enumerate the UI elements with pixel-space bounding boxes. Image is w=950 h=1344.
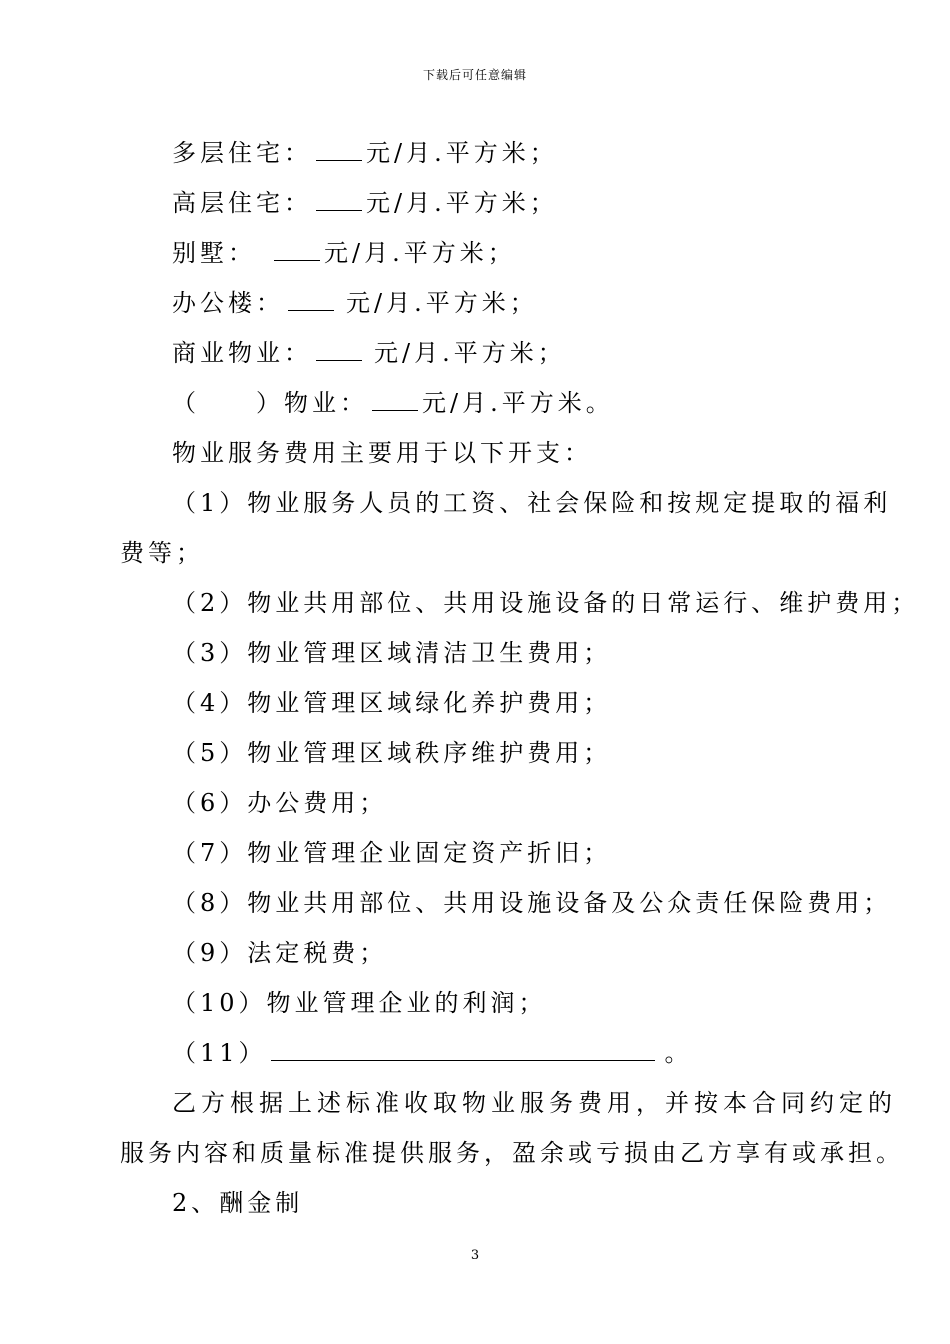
fee-unit: 元/月.平方米； (346, 289, 538, 317)
fee-label: 多层住宅： (172, 139, 312, 167)
fee-label: （ ）物业： (172, 389, 368, 417)
fee-blank (372, 384, 418, 411)
fee-label: 商业物业： (172, 339, 312, 367)
section-heading: 2、酬金制 (172, 1189, 304, 1217)
fee-blank (316, 134, 362, 161)
fee-row-commercial (120, 328, 840, 378)
page-number: 3 (470, 1248, 480, 1263)
expense-item: （1）物业服务人员的工资、社会保险和按规定提取的福利 (172, 489, 892, 517)
expense-item: （3）物业管理区域清洁卫生费用； (172, 639, 612, 667)
expense-item-other (120, 1028, 840, 1078)
paragraph-line: 乙方根据上述标准收取物业服务费用，并按本合同约定的 (172, 1089, 897, 1117)
expense-intro: 物业服务费用主要用于以下开支： (172, 439, 592, 467)
fee-unit: 元/月.平方米； (366, 139, 558, 167)
fee-blank (274, 234, 320, 261)
item-prefix: （11） (172, 1039, 267, 1067)
expense-item: （8）物业共用部位、共用设施设备及公众责任保险费用； (172, 889, 892, 917)
fee-label: 高层住宅： (172, 189, 312, 217)
fee-row-multistory (120, 128, 840, 178)
fee-unit: 元/月.平方米。 (422, 389, 614, 417)
expense-item: （2）物业共用部位、共用设施设备的日常运行、维护费用； (172, 589, 920, 617)
expense-item: （7）物业管理企业固定资产折旧； (172, 839, 612, 867)
expense-item: （5）物业管理区域秩序维护费用； (172, 739, 612, 767)
fee-label: 别墅： (172, 239, 256, 267)
fee-blank (316, 334, 362, 361)
document-body (120, 128, 920, 1228)
fee-blank (288, 284, 334, 311)
fee-blank (316, 184, 362, 211)
expense-item: （4）物业管理区域绿化养护费用； (172, 689, 612, 717)
expense-item: （10）物业管理企业的利润； (172, 989, 547, 1017)
fee-row-other (120, 378, 840, 428)
page-header: 下载后可任意编辑 (422, 68, 527, 82)
fee-row-villa (120, 228, 840, 278)
paragraph-line: 服务内容和质量标准提供服务，盈余或亏损由乙方享有或承担。 (120, 1139, 904, 1167)
expense-item: （9）法定税费； (172, 939, 388, 967)
expense-item: （6）办公费用； (172, 789, 388, 817)
fee-label: 办公楼： (172, 289, 284, 317)
fee-unit: 元/月.平方米； (324, 239, 516, 267)
fee-row-highrise (120, 178, 840, 228)
expense-item-continuation: 费等； (120, 539, 204, 567)
fee-unit: 元/月.平方米； (374, 339, 566, 367)
fee-row-office (120, 278, 840, 328)
fee-unit: 元/月.平方米； (366, 189, 558, 217)
item-blank (271, 1034, 655, 1061)
item-suffix: 。 (664, 1039, 693, 1067)
